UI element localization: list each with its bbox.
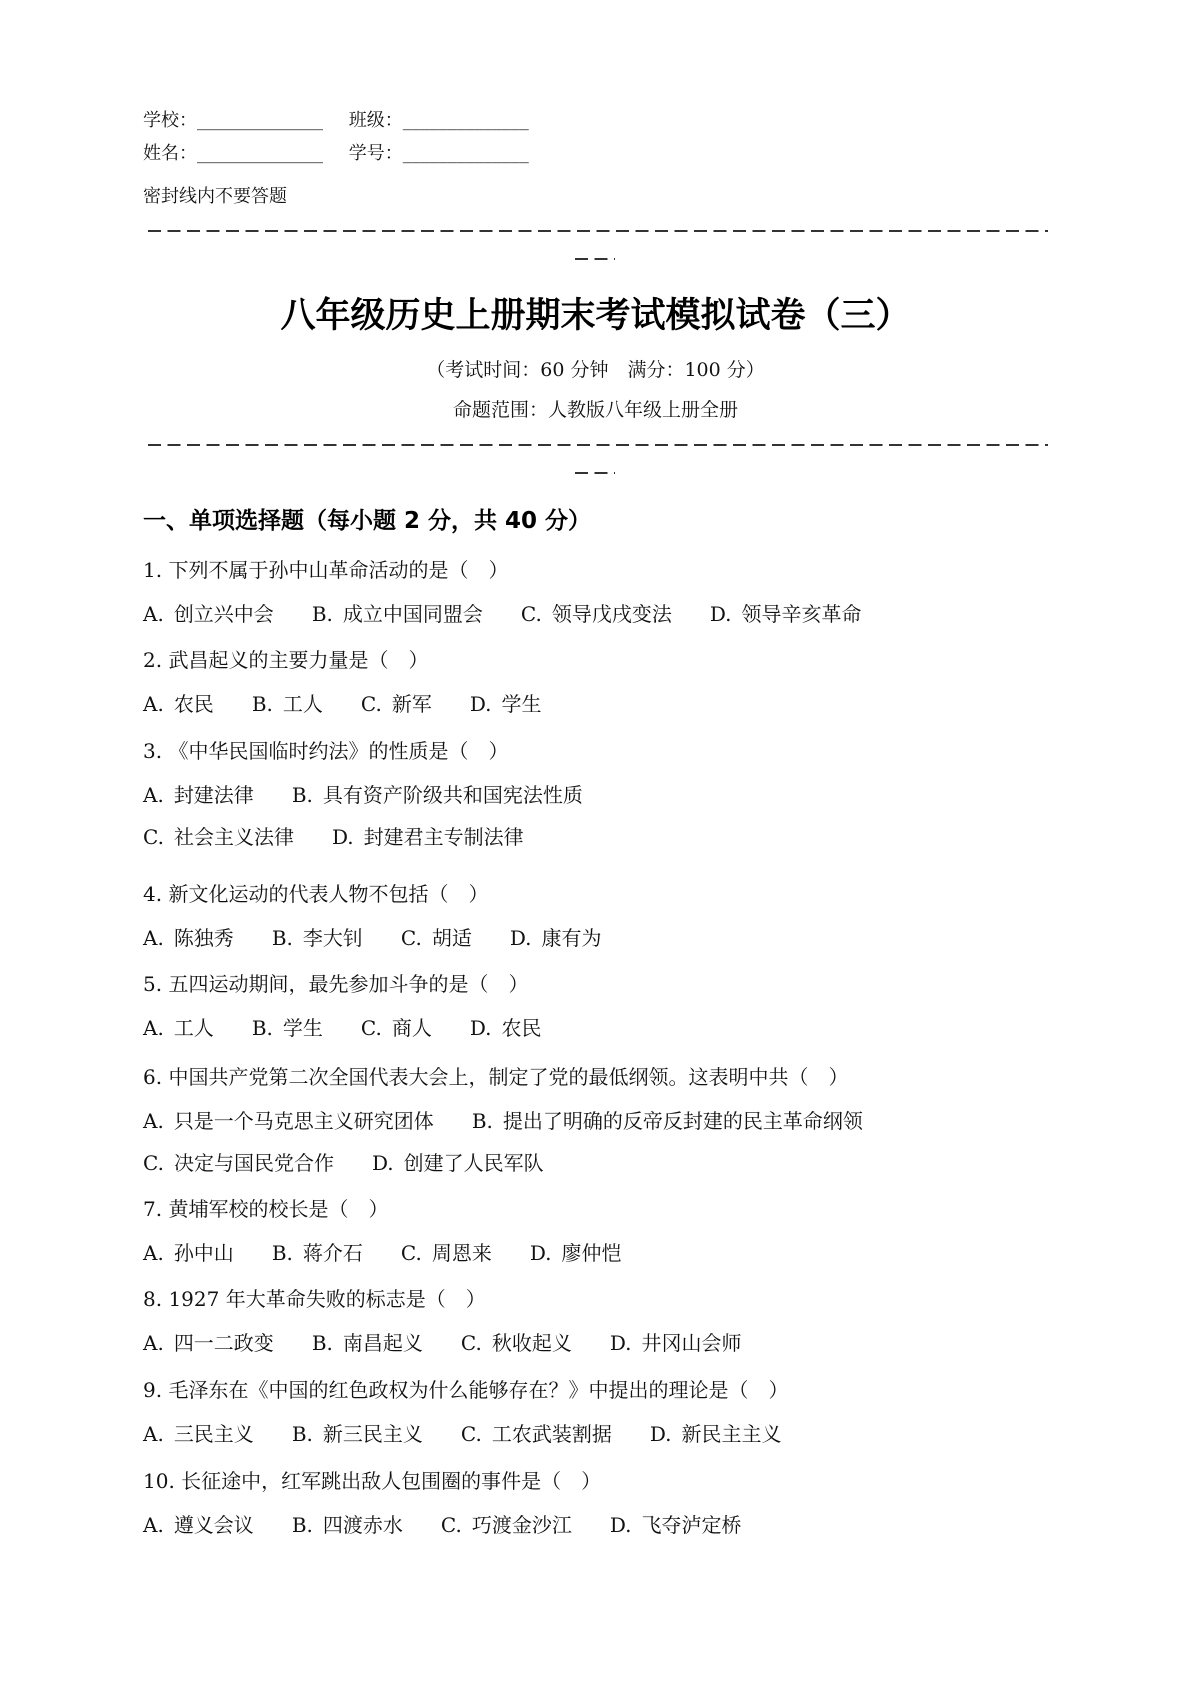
answer-option[interactable] [143,1149,334,1177]
seal-dashed-line-tail [575,258,615,260]
header-row-1 [143,108,549,134]
option-row [143,1239,660,1267]
option-letter: A. [143,1331,164,1355]
option-letter: D. [609,1513,632,1537]
option-text: 蒋介石 [302,1241,363,1265]
answer-option[interactable] [143,1511,254,1539]
option-text: 创立兴中会 [173,602,274,626]
option-letter: C. [143,1151,164,1175]
answer-option[interactable] [143,924,234,952]
option-letter: D. [649,1422,672,1446]
option-letter: A. [143,926,164,950]
option-letter: A. [143,602,164,626]
question-stem: 3. 《中华民国临时约法》的性质是（ ） [143,739,509,763]
option-text: 四渡赤水 [322,1513,403,1537]
option-letter: B. [291,783,313,807]
answer-option[interactable] [361,690,432,718]
option-row [143,1107,901,1135]
answer-option[interactable] [292,1420,423,1448]
option-letter: C. [143,825,164,849]
option-letter: A. [143,1109,164,1133]
answer-option[interactable] [143,690,214,718]
answer-option[interactable] [530,1239,622,1267]
header-row-2 [143,141,549,167]
answer-option[interactable] [292,781,583,809]
answer-option[interactable] [710,600,862,628]
option-letter: B. [471,1109,493,1133]
option-letter: A. [143,1422,164,1446]
option-text: 新军 [391,692,432,716]
option-text: 秋收起义 [491,1331,572,1355]
option-letter: D. [529,1241,552,1265]
option-letter: B. [251,1016,273,1040]
question-stem: 1. 下列不属于孙中山革命活动的是（ ） [143,558,509,582]
option-text: 南昌起义 [342,1331,423,1355]
question-stem: 9. 毛泽东在《中国的红色政权为什么能够存在？》中提出的理论是（ ） [143,1378,789,1402]
option-letter: D. [709,602,732,626]
option-row [143,1149,582,1177]
answer-option[interactable] [461,1420,612,1448]
answer-option[interactable] [143,1014,214,1042]
option-text: 只是一个马克思主义研究团体 [173,1109,434,1133]
option-text: 领导辛亥革命 [741,602,862,626]
option-text: 学生 [282,1016,323,1040]
option-letter: C. [400,926,422,950]
option-text: 封建君主专制法律 [363,825,524,849]
question-stem: 5. 五四运动期间，最先参加斗争的是（ ） [143,972,529,996]
option-letter: C. [400,1241,422,1265]
answer-option[interactable] [252,690,323,718]
question-stem: 2. 武昌起义的主要力量是（ ） [143,648,429,672]
option-letter: B. [251,692,273,716]
option-row [143,781,621,809]
answer-option[interactable] [312,1329,423,1357]
name-field[interactable]: 姓名：______________ [143,143,323,164]
answer-option[interactable] [143,781,254,809]
exam-scope: 命题范围：人教版八年级上册全册 [452,399,738,421]
answer-option[interactable] [361,1014,432,1042]
option-row [143,924,640,952]
answer-option[interactable] [461,1329,572,1357]
option-text: 商人 [391,1016,432,1040]
option-text: 孙中山 [173,1241,234,1265]
option-text: 飞夺泸定桥 [641,1513,742,1537]
answer-option[interactable] [401,1239,492,1267]
divider-dashed-line [148,444,1048,446]
answer-option[interactable] [143,1107,434,1135]
option-text: 廖仲恺 [561,1241,622,1265]
seal-line-note: 密封线内不要答题 [143,186,287,207]
answer-option[interactable] [441,1511,572,1539]
option-letter: A. [143,1016,164,1040]
option-text: 农民 [173,692,214,716]
answer-option[interactable] [610,1329,742,1357]
option-text: 陈独秀 [173,926,234,950]
option-text: 李大钊 [302,926,363,950]
answer-option[interactable] [143,1329,274,1357]
option-text: 周恩来 [431,1241,492,1265]
school-field[interactable]: 学校：______________ [143,110,323,131]
option-text: 社会主义法律 [173,825,294,849]
seal-dashed-line [148,230,1048,232]
section-title: 一、单项选择题（每小题 2 分，共 40 分） [143,508,592,534]
question-stem: 10. 长征途中，红军跳出敌人包围圈的事件是（ ） [143,1469,602,1493]
answer-option[interactable] [472,1107,863,1135]
option-letter: B. [311,602,333,626]
option-row [143,690,580,718]
option-text: 工人 [173,1016,214,1040]
option-letter: D. [331,825,354,849]
option-text: 具有资产阶级共和国宪法性质 [322,783,583,807]
answer-option[interactable] [650,1420,782,1448]
answer-option[interactable] [292,1511,403,1539]
divider-dashed-line-tail [575,472,615,474]
option-letter: B. [271,1241,293,1265]
answer-option[interactable] [372,1149,544,1177]
page-title: 八年级历史上册期末考试模拟试卷（三） [280,296,911,336]
option-text: 工人 [282,692,323,716]
answer-option[interactable] [521,600,672,628]
option-text: 新民主主义 [681,1422,782,1446]
option-text: 井冈山会师 [641,1331,742,1355]
option-letter: A. [143,783,164,807]
answer-option[interactable] [470,1014,542,1042]
option-text: 农民 [501,1016,542,1040]
answer-option[interactable] [470,690,542,718]
option-text: 封建法律 [173,783,254,807]
option-text: 工农武装割据 [491,1422,612,1446]
answer-option[interactable] [312,600,483,628]
answer-option[interactable] [332,823,524,851]
option-row [143,1420,820,1448]
question-stem: 6. 中国共产党第二次全国代表大会上，制定了党的最低纲领。这表明中共（ ） [143,1065,849,1089]
option-text: 成立中国同盟会 [342,602,483,626]
option-letter: A. [143,1241,164,1265]
option-letter: B. [291,1513,313,1537]
answer-option[interactable] [272,924,363,952]
exam-info: （考试时间：60 分钟 满分：100 分） [426,359,765,381]
option-letter: C. [440,1513,462,1537]
option-text: 巧渡金沙江 [471,1513,572,1537]
answer-option[interactable] [252,1014,323,1042]
option-letter: C. [460,1422,482,1446]
answer-option[interactable] [401,924,472,952]
answer-option[interactable] [143,600,274,628]
option-text: 三民主义 [173,1422,254,1446]
answer-option[interactable] [610,1511,742,1539]
option-letter: B. [271,926,293,950]
option-text: 学生 [501,692,542,716]
option-letter: D. [469,1016,492,1040]
answer-option[interactable] [510,924,602,952]
option-row [143,823,562,851]
option-letter: D. [469,692,492,716]
answer-option[interactable] [143,1239,234,1267]
option-letter: B. [311,1331,333,1355]
option-letter: B. [291,1422,313,1446]
option-text: 提出了明确的反帝反封建的民主革命纲领 [502,1109,863,1133]
option-row [143,1014,580,1042]
question-stem: 8. 1927 年大革命失败的标志是（ ） [143,1287,486,1311]
option-row [143,1511,780,1539]
option-letter: C. [360,1016,382,1040]
option-text: 领导戊戌变法 [551,602,672,626]
answer-option[interactable] [272,1239,363,1267]
question-stem: 4. 新文化运动的代表人物不包括（ ） [143,882,489,906]
option-letter: A. [143,1513,164,1537]
student-id-field[interactable]: 学号：______________ [348,143,529,164]
class-field[interactable]: 班级：______________ [348,110,529,131]
option-letter: D. [609,1331,632,1355]
option-text: 四一二政变 [173,1331,274,1355]
option-text: 决定与国民党合作 [173,1151,334,1175]
option-letter: C. [360,692,382,716]
option-text: 创建了人民军队 [403,1151,544,1175]
option-letter: C. [520,602,542,626]
answer-option[interactable] [143,1420,254,1448]
option-letter: C. [460,1331,482,1355]
option-text: 新三民主义 [322,1422,423,1446]
option-text: 胡适 [431,926,472,950]
answer-option[interactable] [143,823,294,851]
option-letter: D. [371,1151,394,1175]
option-text: 康有为 [541,926,602,950]
option-row [143,1329,780,1357]
question-stem: 7. 黄埔军校的校长是（ ） [143,1197,389,1221]
option-text: 遵义会议 [173,1513,254,1537]
option-letter: D. [509,926,532,950]
option-letter: A. [143,692,164,716]
option-row [143,600,900,628]
